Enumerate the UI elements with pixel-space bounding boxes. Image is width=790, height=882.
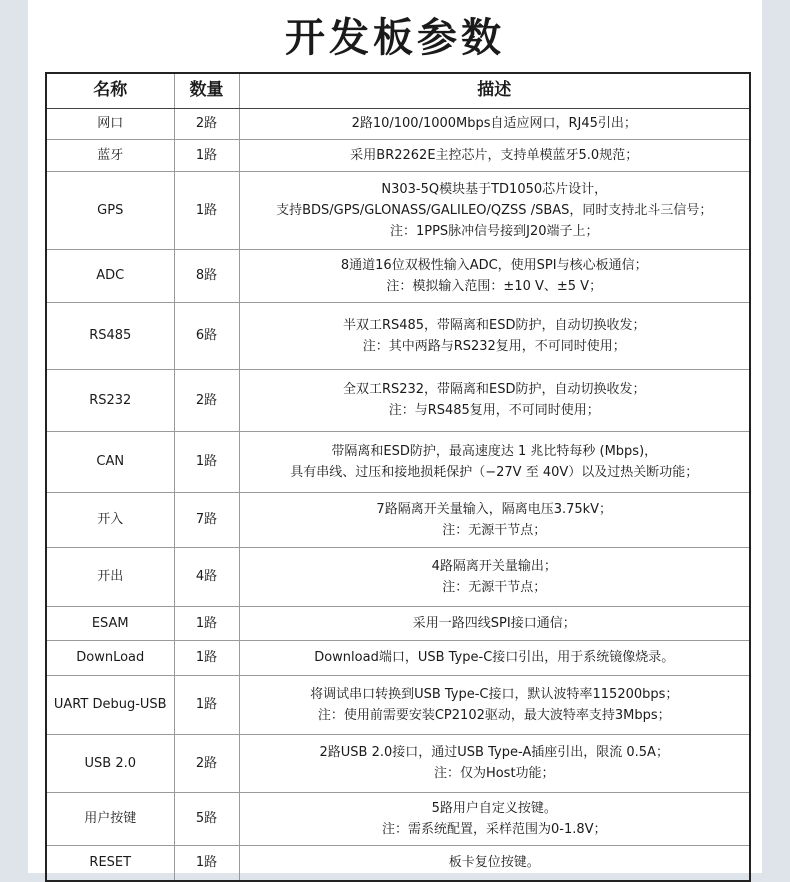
table-header-row [46,73,750,108]
desc-line: 4路隔离开关量输出； [431,558,557,574]
desc-line: 7路隔离开关量输入，隔离电压3.75kV； [376,501,613,517]
desc-line: 半双工RS485，带隔离和ESD防护，自动切换收发； [342,317,646,333]
table-row [46,302,750,369]
cell-qty: 1路 [174,431,239,492]
cell-name: GPS [46,171,174,249]
cell-name: ADC [46,249,174,302]
desc-line: Download端口，USB Type-C接口引出，用于系统镜像烧录。 [314,650,675,665]
table-row [46,249,750,302]
desc-line: 板卡复位按键。 [448,855,540,871]
header-qty: 数量 [174,73,239,108]
desc-line: 具有串线、过压和接地损耗保护（−27V 至 40V）以及过热关断功能； [290,464,699,480]
cell-qty: 1路 [174,606,239,640]
table-row [46,139,750,171]
header-name: 名称 [46,73,174,108]
cell-qty: 1路 [174,845,239,881]
cell-qty: 2路 [174,108,239,139]
cell-desc [239,792,750,845]
cell-name: 网口 [46,108,174,139]
cell-desc [239,431,750,492]
cell-desc [239,675,750,734]
table-row [46,547,750,606]
desc-line: 5路用户自定义按键。 [431,800,557,816]
table-body [46,108,750,881]
cell-name: UART Debug-USB [46,675,174,734]
table-row [46,640,750,675]
cell-desc [239,139,750,171]
cell-qty: 1路 [174,640,239,675]
desc-line: 注：无源干节点； [442,579,547,595]
table-row [46,108,750,139]
cell-desc [239,547,750,606]
cell-desc [239,302,750,369]
desc-line: 注：无源干节点； [442,522,547,538]
cell-qty: 1路 [174,139,239,171]
cell-qty: 8路 [174,249,239,302]
table-row [46,792,750,845]
cell-desc [239,108,750,139]
cell-name: RS232 [46,369,174,431]
cell-name: USB 2.0 [46,734,174,792]
desc-line: 注：使用前需要安装CP2102驱动，最大波特率支持3Mbps； [317,707,671,723]
cell-desc [239,249,750,302]
table-row [46,845,750,881]
cell-qty: 7路 [174,492,239,547]
header-desc: 描述 [239,73,750,108]
table-row [46,431,750,492]
desc-line: 2路USB 2.0接口，通过USB Type-A插座引出，限流 0.5A； [319,745,669,760]
cell-name: 用户按键 [46,792,174,845]
cell-qty: 5路 [174,792,239,845]
cell-name: 开出 [46,547,174,606]
desc-line: 采用一路四线SPI接口通信； [412,615,576,631]
cell-desc [239,640,750,675]
desc-line: 注：其中两路与RS232复用，不可同时使用； [362,338,626,354]
desc-line: 注：仅为Host功能； [433,766,555,781]
cell-desc [239,369,750,431]
cell-desc [239,845,750,881]
cell-qty: 2路 [174,734,239,792]
table-row [46,606,750,640]
cell-desc [239,734,750,792]
cell-name: ESAM [46,606,174,640]
desc-line: 2路10/100/1000Mbps自适应网口，RJ45引出； [351,116,637,131]
cell-name: RS485 [46,302,174,369]
cell-qty: 2路 [174,369,239,431]
cell-name: RESET [46,845,174,881]
cell-qty: 6路 [174,302,239,369]
desc-line: N303-5Q模块基于TD1050芯片设计， [381,181,608,197]
desc-line: 注：模拟输入范围：±10 V、±5 V； [386,278,603,294]
desc-line: 8通道16位双极性输入ADC，使用SPI与核心板通信； [340,257,648,273]
desc-line: 注：与RS485复用，不可同时使用； [388,403,600,418]
desc-line: 支持BDS/GPS/GLONASS/GALILEO/QZSS /SBAS，同时支持北斗三信号； [276,202,713,218]
cell-qty: 4路 [174,547,239,606]
table-row [46,171,750,249]
table-row [46,492,750,547]
cell-name: CAN [46,431,174,492]
spec-table [45,72,751,882]
cell-name: 开入 [46,492,174,547]
desc-line: 采用BR2262E主控芯片，支持单模蓝牙5.0规范； [350,147,639,163]
desc-line: 将调试串口转换到USB Type-C接口，默认波特率115200bps； [310,686,679,702]
table-row [46,369,750,431]
cell-desc [239,171,750,249]
page [28,0,762,873]
desc-line: 全双工RS232，带隔离和ESD防护，自动切换收发； [342,382,646,397]
cell-name: DownLoad [46,640,174,675]
cell-desc [239,492,750,547]
table-row [46,675,750,734]
cell-name: 蓝牙 [46,139,174,171]
desc-line: 注：1PPS脉冲信号接到J20端子上； [389,223,599,239]
cell-qty: 1路 [174,171,239,249]
table-row [46,734,750,792]
desc-line: 带隔离和ESD防护，最高速度达 1 兆比特每秒 (Mbps)， [331,443,658,459]
page-title: 开发板参数 [285,15,505,61]
desc-line: 注：需系统配置，采样范围为0-1.8V； [381,821,607,837]
cell-desc [239,606,750,640]
cell-qty: 1路 [174,675,239,734]
